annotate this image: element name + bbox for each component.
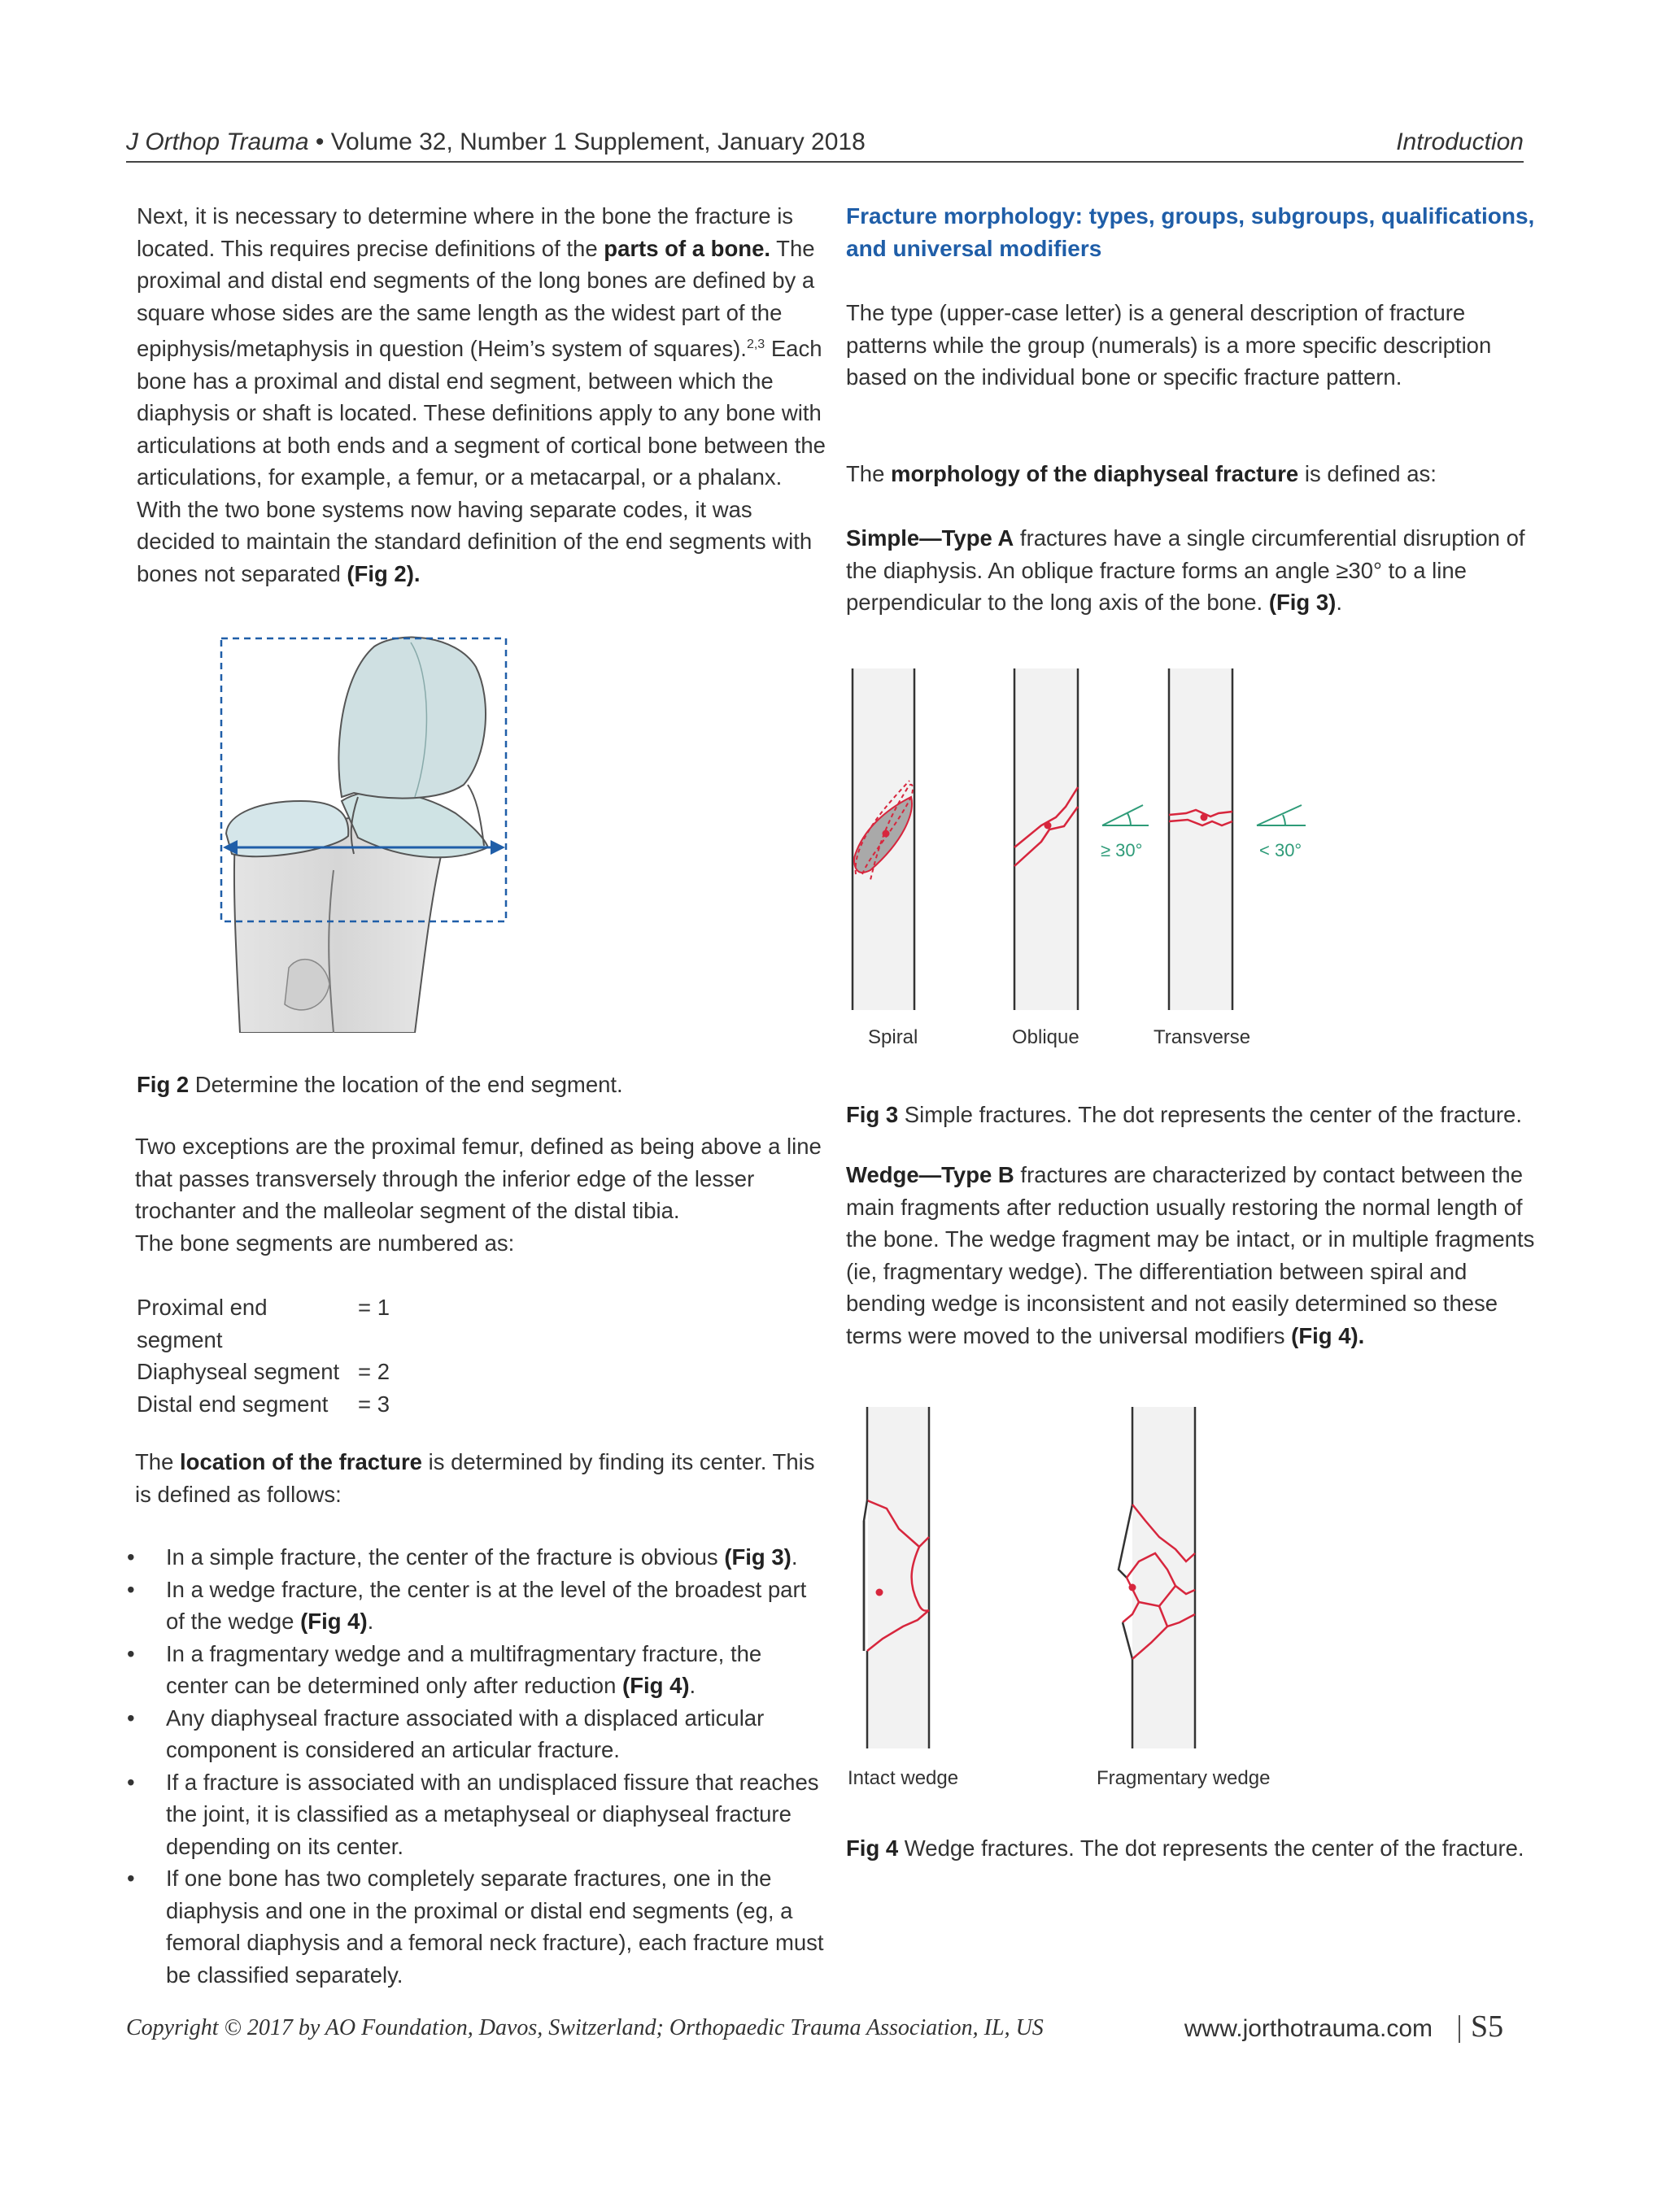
running-header-journal — [126, 128, 866, 156]
fig3-simple-fractures — [846, 667, 1350, 1033]
spiral-fracture-diagram — [853, 668, 914, 1010]
figure-reference: (Fig 3) — [724, 1544, 792, 1570]
bone-head — [338, 638, 486, 799]
bold-term: location of the fracture — [180, 1449, 422, 1474]
segment-row — [137, 1291, 390, 1356]
text-run: Next, it is necessary to determine where in the bone the fracture is located. This requires precise definitions of the — [137, 203, 794, 261]
intact-wedge-diagram — [864, 1407, 929, 1748]
bullet-simple-fracture — [137, 1541, 828, 1574]
exceptions-block — [135, 1130, 826, 1259]
type-b-term: Wedge—Type B — [846, 1162, 1014, 1187]
text-run: is determined by finding its center. This is defined as follows: — [135, 1449, 815, 1507]
angle-symbol-lt30 — [1257, 805, 1306, 860]
text-run: The — [135, 1449, 181, 1474]
wedge-type-b-paragraph — [846, 1159, 1537, 1352]
fracture-center-dot — [1129, 1584, 1136, 1592]
fig3-label-transverse: Transverse — [1154, 1026, 1251, 1048]
text-run: In a wedge fracture, the center is at the level of the broadest part of the wedge — [166, 1576, 807, 1634]
text-run: is defined as: — [1298, 460, 1437, 486]
simple-type-a-paragraph — [846, 522, 1537, 619]
text-run: The — [846, 460, 892, 486]
bullet-articular-component: • Any diaphyseal fracture associated with a displaced articular component is considered an articular fracture. — [137, 1702, 828, 1766]
figure-reference: (Fig 2). — [347, 560, 421, 586]
angle-ge-30-label: ≥ 30° — [1101, 840, 1143, 860]
fracture-center-dot — [1045, 822, 1052, 830]
text-run: Each bone has a proximal and distal end segment, between which the diaphysis or shaft is located. These definitions apply to any bone with articulations at both ends and a segment of cortical bone between the articulations, for example, a femur, or a metacarpal, or a phalanx. With the two bone systems now having separate codes, it was decided to maintain the standard definition of the end segments with bones not separated — [137, 336, 826, 586]
fig3-label-oblique: Oblique — [1012, 1026, 1079, 1048]
exceptions-paragraph: Two exceptions are the proximal femur, defined as being above a line that passes transversely through the inferior edge of the lesser trochanter and the malleolar segment of the distal tibia. — [135, 1134, 822, 1223]
segment-number-list — [137, 1291, 390, 1420]
bullet-fragmentary-wedge — [137, 1638, 828, 1702]
wedge-type-b-text — [846, 1159, 1537, 1352]
bold-term: morphology of the diaphyseal fracture — [891, 460, 1299, 486]
location-paragraph — [135, 1446, 826, 1510]
right-column-top — [846, 200, 1537, 619]
journal-volume: • Volume 32, Number 1 Supplement, January 2018 — [308, 128, 866, 155]
text-run: . — [791, 1544, 798, 1570]
segment-name: Diaphyseal segment — [137, 1359, 340, 1384]
text-run: fractures are characterized by contact between the main fragments after reduction usually restoring the normal length of the bone. The wedge fragment may be intact, or in multiple fragments (ie, fragmentary wedge). The differentiation between spiral and bending wedge is inconsistent and not easily determined so these terms were moved to the universal modifiers — [846, 1162, 1535, 1348]
bullet-two-fractures: • If one bone has two completely separate fractures, one in the diaphysis and one in the proximal or distal end segments (eg, a femoral diaphysis and a femoral neck fracture), each fracture must be classified separately. — [137, 1862, 828, 1991]
page-number: S5 — [1471, 2010, 1504, 2044]
text-run: The proximal and distal end segments of the long bones are defined by a square whose sides are the same length as the widest part of the epiphysis/metaphysis in question (Heim’s system of squares). — [137, 235, 815, 362]
diaphyseal-morphology-intro — [846, 458, 1537, 490]
oblique-fracture-diagram — [1014, 668, 1078, 1010]
bullet-undisplaced-fissure: • If a fracture is associated with an undisplaced fissure that reaches the joint, it is classified as a metaphyseal or diaphyseal fracture depending on its center. — [137, 1766, 828, 1863]
fig2-caption-text: Determine the location of the end segment. — [189, 1072, 623, 1097]
fig2-label: Fig 2 — [137, 1072, 190, 1097]
fig4-label: Fig 4 — [846, 1835, 899, 1861]
text-run: . — [367, 1609, 374, 1634]
segment-code: = 3 — [358, 1391, 390, 1417]
fig3-caption — [846, 1102, 1522, 1128]
fig3-label-spiral: Spiral — [868, 1026, 918, 1048]
fragmentary-wedge-diagram — [1119, 1407, 1195, 1748]
text-run: . — [1336, 590, 1342, 615]
fracture-center-dot — [1201, 814, 1208, 821]
fig4-label-intact: Intact wedge — [848, 1767, 959, 1789]
segment-name: Proximal end segment — [137, 1295, 268, 1352]
fracture-center-dot — [876, 1589, 883, 1596]
segment-code: = 2 — [358, 1359, 390, 1384]
figure-reference: (Fig 4). — [1291, 1322, 1365, 1348]
parts-of-bone-paragraph — [137, 200, 828, 590]
segment-row — [137, 1388, 390, 1421]
type-a-term: Simple—Type A — [846, 525, 1014, 551]
running-header-section: Introduction — [1396, 128, 1524, 155]
segment-code: = 1 — [358, 1295, 390, 1320]
type-group-paragraph: The type (upper-case letter) is a general description of fracture patterns while the group (numerals) is a more specific description based on the individual bone or specific fracture pattern. — [846, 300, 1492, 390]
angle-symbol-ge30 — [1101, 805, 1149, 860]
left-intro-paragraph — [137, 200, 828, 590]
citation-superscript: 2,3 — [746, 337, 765, 351]
fig2-bone-illustration — [212, 626, 521, 1033]
transverse-fracture-diagram — [1169, 668, 1232, 1010]
figure-reference: (Fig 4) — [300, 1609, 368, 1634]
center-rules-list — [137, 1541, 828, 1991]
fracture-morphology-heading: Fracture morphology: types, groups, subgroups, qualifications, and universal modifiers — [846, 203, 1535, 261]
angle-lt-30-label: < 30° — [1259, 840, 1302, 860]
text-run: In a simple fracture, the center of the fracture is obvious — [166, 1544, 725, 1570]
text-run: . — [689, 1673, 696, 1698]
fig4-wedge-fractures — [846, 1407, 1253, 1765]
journal-url[interactable]: www.jorthotrauma.com — [1184, 2015, 1433, 2042]
segments-intro: The bone segments are numbered as: — [135, 1230, 515, 1256]
fracture-center-dot — [883, 830, 890, 838]
text-run: In a fragmentary wedge and a multifragmentary fracture, the center can be determined only after reduction — [166, 1640, 762, 1698]
location-of-fracture-text — [135, 1446, 826, 1510]
segment-name: Distal end segment — [137, 1391, 329, 1417]
fig3-label: Fig 3 — [846, 1102, 899, 1127]
fig4-label-fragmentary: Fragmentary wedge — [1097, 1767, 1271, 1789]
bold-term: parts of a bone. — [604, 235, 771, 261]
fig2-caption — [137, 1072, 623, 1098]
copyright-notice: Copyright © 2017 by AO Foundation, Davos, Switzerland; Orthopaedic Trauma Association, IL, US — [126, 2015, 1044, 2040]
bullet-wedge-fracture — [137, 1574, 828, 1638]
segment-row — [137, 1356, 390, 1388]
figure-reference: (Fig 3) — [1268, 590, 1337, 615]
arrowhead-right — [491, 840, 505, 855]
journal-abbrev: J Orthop Trauma — [126, 128, 309, 155]
fig3-caption-text: Simple fractures. The dot represents the center of the fracture. — [898, 1102, 1522, 1127]
text-run: fractures have a single circumferential disruption of the diaphysis. An oblique fracture forms an angle ≥30° to a line perpendicular to the long axis of the bone. — [846, 525, 1525, 615]
figure-reference: (Fig 4) — [622, 1673, 690, 1698]
fig4-caption-text: Wedge fractures. The dot represents the center of the fracture. — [898, 1835, 1524, 1861]
fig4-caption — [846, 1835, 1524, 1861]
footer-separator — [1459, 2015, 1460, 2043]
header-rule — [126, 161, 1524, 163]
